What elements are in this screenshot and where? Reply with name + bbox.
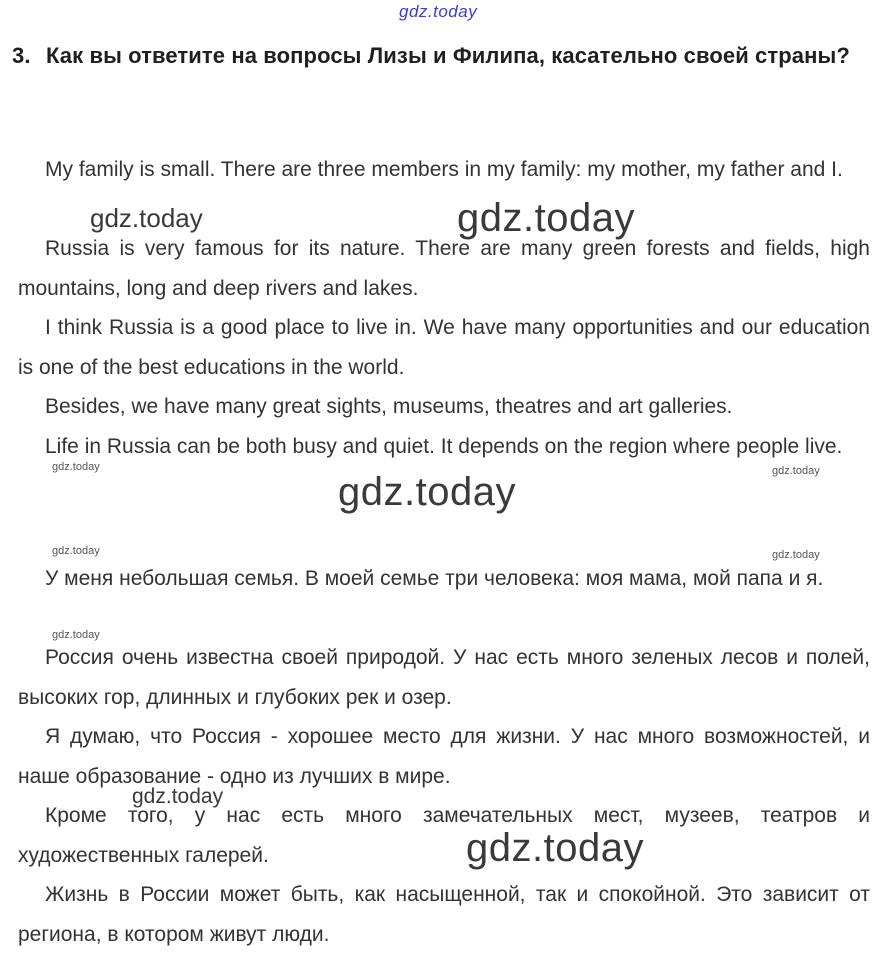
watermark-top: gdz.today	[399, 2, 478, 21]
english-paragraph-5: Life in Russia can be both busy and quiet. It depends on the region where people live.	[45, 435, 843, 458]
russian-paragraph-4: Кроме того, у нас есть много замечательных мест, музеев, театров и художественных галерей.	[18, 804, 870, 867]
watermark: gdz.today	[52, 461, 100, 473]
russian-paragraph-3: Я думаю, что Россия - хорошее место для жизни. У нас много возможностей, и наше образование - одно из лучших в мире.	[18, 725, 870, 788]
watermark: gdz.today	[338, 470, 516, 514]
english-paragraph-2: Russia is very famous for its nature. There are many green forests and fields, high mountains, long and deep rivers and lakes.	[18, 237, 870, 300]
russian-paragraph-2: Россия очень известна своей природой. У нас есть много зеленых лесов и полей, высоких гор, длинных и глубоких рек и озер.	[18, 646, 870, 709]
watermark: gdz.today	[772, 465, 820, 477]
watermark: gdz.today	[466, 826, 644, 870]
question-heading	[12, 36, 870, 76]
watermark: gdz.today	[457, 196, 635, 240]
english-paragraph-1: My family is small. There are three members in my family: my mother, my father and I.	[45, 158, 843, 181]
watermark: gdz.today	[90, 203, 203, 233]
watermark: gdz.today	[772, 549, 820, 561]
question-text: Как вы ответите на вопросы Лизы и Филипа, касательно своей страны?	[46, 43, 850, 68]
russian-paragraph-1: У меня небольшая семья. В моей семье три человека: моя мама, мой папа и я.	[45, 567, 824, 590]
question-number: 3.	[12, 43, 31, 68]
english-paragraph-3: I think Russia is a good place to live in. We have many opportunities and our education is one of the best educations in the world.	[18, 316, 870, 379]
russian-paragraph-5: Жизнь в России может быть, как насыщенной, так и спокойной. Это зависит от региона, в котором живут люди.	[18, 883, 870, 946]
watermark: gdz.today	[132, 785, 224, 808]
english-paragraph-4: Besides, we have many great sights, museums, theatres and art galleries.	[45, 395, 733, 418]
watermark: gdz.today	[52, 629, 100, 641]
watermark: gdz.today	[52, 545, 100, 557]
